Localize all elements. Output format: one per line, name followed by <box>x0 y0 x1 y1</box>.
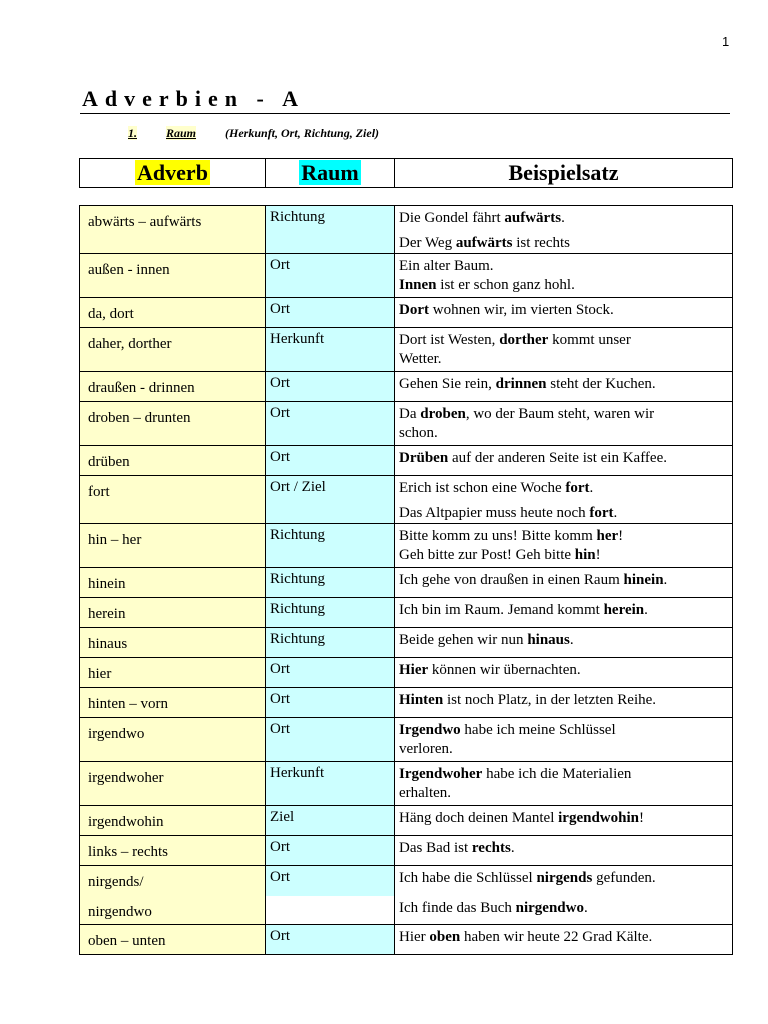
highlighted-adverb: Irgendwoher <box>399 766 483 782</box>
raum-cell: Ort <box>266 836 395 866</box>
section-number: 1. <box>128 126 137 140</box>
sentence-text: Dort ist Westen, <box>399 332 500 348</box>
example-sentence-cell <box>395 658 733 688</box>
example-sentence <box>399 601 732 620</box>
sentence-text: schon. <box>399 425 438 441</box>
sentence-text: Da <box>399 406 421 422</box>
header-beispielsatz: Beispielsatz <box>508 160 619 185</box>
highlighted-adverb: droben <box>420 406 466 422</box>
sentence-text: ! <box>618 528 624 544</box>
raum-cell: Ort <box>266 254 395 298</box>
example-sentence-cell <box>395 476 733 524</box>
highlighted-adverb: Innen <box>399 277 437 293</box>
sentence-text: . <box>644 602 648 618</box>
example-sentence-cell <box>395 372 733 402</box>
sentence-text: Bitte komm zu uns! Bitte komm <box>399 528 597 544</box>
sentence-text: Das Bad ist <box>399 840 472 856</box>
example-sentence <box>399 928 732 947</box>
raum-cell: Richtung <box>266 524 395 568</box>
adverb-cell: irgendwo <box>80 718 266 762</box>
example-sentence-cell <box>395 254 733 298</box>
sentence-text: haben wir heute 22 Grad Kälte. <box>460 929 653 945</box>
highlighted-adverb: fort <box>589 505 614 521</box>
example-sentence <box>399 740 732 759</box>
raum-cell: Ort <box>266 925 395 955</box>
sentence-text: Die Gondel fährt <box>399 210 505 226</box>
sentence-text: verloren. <box>399 741 453 757</box>
table-row <box>80 836 733 866</box>
highlighted-adverb: irgendwohin <box>558 810 639 826</box>
table-row <box>80 372 733 402</box>
example-sentence-cell <box>395 628 733 658</box>
example-sentence <box>399 721 732 740</box>
table-row <box>80 524 733 568</box>
example-sentence <box>399 449 732 468</box>
example-sentence-cell <box>395 688 733 718</box>
adverb-cell: droben – drunten <box>80 402 266 446</box>
table-row <box>80 446 733 476</box>
adverb-cell: drüben <box>80 446 266 476</box>
example-sentence-cell <box>395 925 733 955</box>
example-sentence-cell <box>395 762 733 806</box>
adverb-cell: abwärts – aufwärts <box>80 206 266 254</box>
adverb-cell: hinten – vorn <box>80 688 266 718</box>
raum-cell: Richtung <box>266 568 395 598</box>
example-sentence <box>399 257 732 276</box>
highlighted-adverb: herein <box>603 602 645 618</box>
sentence-text: auf der anderen Seite ist ein Kaffee. <box>448 450 667 466</box>
sentence-text: kommt unser <box>548 332 631 348</box>
highlighted-adverb: nirgendwo <box>515 899 584 916</box>
header-adverb-cell <box>80 159 266 188</box>
example-sentence-cell <box>395 718 733 762</box>
highlighted-adverb: nirgends <box>536 870 593 886</box>
adverb-cell: herein <box>80 598 266 628</box>
example-sentence <box>399 424 732 443</box>
adverb-cell: hinein <box>80 568 266 598</box>
raum-cell: Ort <box>266 298 395 328</box>
highlighted-adverb: aufwärts <box>504 210 562 226</box>
highlighted-adverb: aufwärts <box>455 235 513 251</box>
example-sentence-cell <box>395 524 733 568</box>
example-sentence <box>399 405 732 424</box>
example-sentence-cell <box>395 402 733 446</box>
sentence-text: erhalten. <box>399 785 452 801</box>
example-sentence <box>399 479 732 498</box>
raum-cell: Ort <box>266 402 395 446</box>
adverb-cell: nirgends/ <box>80 866 266 896</box>
sentence-text: Ich bin im Raum. Jemand kommt <box>399 602 604 618</box>
raum-cell: Ort <box>266 688 395 718</box>
example-sentence <box>399 784 732 803</box>
sentence-text: gefunden. <box>592 870 656 886</box>
highlighted-adverb: hinein <box>623 572 664 588</box>
table-row <box>80 598 733 628</box>
example-sentence <box>399 375 732 394</box>
table-row <box>80 896 733 925</box>
example-sentence <box>399 350 732 369</box>
adverb-cell: hier <box>80 658 266 688</box>
example-sentence <box>399 301 732 320</box>
sentence-text: . <box>663 572 668 588</box>
example-sentence-cell <box>395 446 733 476</box>
example-sentence <box>399 765 732 784</box>
raum-cell: Ort / Ziel <box>266 476 395 524</box>
table-row <box>80 206 733 254</box>
highlighted-adverb: Drüben <box>399 450 449 466</box>
sentence-text: Hier <box>399 929 430 945</box>
table-row <box>80 688 733 718</box>
table-row <box>80 866 733 896</box>
header-row <box>80 159 733 188</box>
highlighted-adverb: hin <box>574 547 596 563</box>
highlighted-adverb: oben <box>429 929 461 945</box>
sentence-text: . <box>589 480 594 496</box>
highlighted-adverb: Irgendwo <box>399 722 461 738</box>
example-sentence-cell <box>395 298 733 328</box>
raum-cell: Richtung <box>266 628 395 658</box>
sentence-text: . <box>613 505 618 521</box>
highlighted-adverb: Hier <box>399 662 429 678</box>
raum-cell <box>266 896 395 925</box>
example-sentence-cell <box>395 896 733 925</box>
raum-cell: Ort <box>266 372 395 402</box>
adverb-cell: oben – unten <box>80 925 266 955</box>
header-adverb: Adverb <box>137 160 208 185</box>
sentence-text: . <box>510 840 515 856</box>
sentence-text: . <box>583 899 588 916</box>
example-sentence <box>399 571 732 590</box>
sentence-text: ist noch Platz, in der letzten Reihe. <box>443 692 657 708</box>
example-sentence-cell <box>395 568 733 598</box>
example-sentence <box>399 899 732 918</box>
table-row <box>80 658 733 688</box>
highlighted-adverb: dorther <box>499 332 549 348</box>
sentence-text: Geh bitte zur Post! Geh bitte <box>399 547 575 563</box>
sentence-text: ist er schon ganz hohl. <box>436 277 575 293</box>
raum-cell: Richtung <box>266 206 395 254</box>
highlighted-adverb: fort <box>565 480 590 496</box>
adverb-cell: hin – her <box>80 524 266 568</box>
adverb-cell: nirgendwo <box>80 896 266 925</box>
sentence-text: ! <box>595 547 601 563</box>
highlighted-adverb: drinnen <box>495 376 547 392</box>
example-sentence-cell <box>395 598 733 628</box>
sentence-text: Gehen Sie rein, <box>399 376 496 392</box>
sentence-text: . <box>561 210 565 226</box>
raum-cell: Herkunft <box>266 762 395 806</box>
example-sentence-cell <box>395 806 733 836</box>
raum-cell: Herkunft <box>266 328 395 372</box>
table-row <box>80 628 733 658</box>
table-row <box>80 718 733 762</box>
example-sentence <box>399 546 732 565</box>
table-row <box>80 925 733 955</box>
example-sentence <box>399 839 732 858</box>
highlighted-adverb: Dort <box>399 302 429 318</box>
example-sentence-cell <box>395 866 733 896</box>
sentence-text: ! <box>638 810 644 826</box>
sentence-text: habe ich die Materialien <box>482 766 632 782</box>
table-row <box>80 254 733 298</box>
example-sentence-cell <box>395 836 733 866</box>
adverb-cell: fort <box>80 476 266 524</box>
page-title: Adverbien - A <box>82 86 305 111</box>
example-sentence-cell <box>395 206 733 254</box>
table-row <box>80 568 733 598</box>
adverb-cell: außen - innen <box>80 254 266 298</box>
example-sentence <box>399 209 732 228</box>
highlighted-adverb: her <box>596 528 619 544</box>
adverb-cell: draußen - drinnen <box>80 372 266 402</box>
header-table <box>79 158 733 188</box>
example-sentence <box>399 276 732 295</box>
highlighted-adverb: Hinten <box>399 692 444 708</box>
sentence-text: habe ich meine Schlüssel <box>460 722 616 738</box>
example-sentence <box>399 809 732 828</box>
table-row <box>80 806 733 836</box>
example-sentence <box>399 504 732 523</box>
title-rule <box>80 113 730 114</box>
adverb-table <box>79 205 733 955</box>
raum-cell: Ziel <box>266 806 395 836</box>
example-sentence <box>399 527 732 546</box>
highlighted-adverb: hinaus <box>527 632 570 648</box>
adverb-cell: daher, dorther <box>80 328 266 372</box>
section-detail: (Herkunft, Ort, Richtung, Ziel) <box>225 126 380 140</box>
sentence-text: . <box>569 632 574 648</box>
sentence-text: Häng doch deinen Mantel <box>399 810 559 826</box>
adverb-cell: links – rechts <box>80 836 266 866</box>
header-beispielsatz-cell <box>395 159 733 188</box>
example-sentence <box>399 631 732 650</box>
example-sentence <box>399 691 732 710</box>
table-row <box>80 402 733 446</box>
adverb-cell: hinaus <box>80 628 266 658</box>
highlighted-adverb: rechts <box>471 840 511 856</box>
example-sentence <box>399 331 732 350</box>
example-sentence-cell <box>395 328 733 372</box>
sentence-text: steht der Kuchen. <box>546 376 656 392</box>
table-row <box>80 762 733 806</box>
sentence-text: Ein alter Baum. <box>399 258 494 274</box>
adverb-cell: da, dort <box>80 298 266 328</box>
adverb-cell: irgendwohin <box>80 806 266 836</box>
example-sentence <box>399 661 732 680</box>
section-subtitle <box>128 126 379 141</box>
sentence-text: Ich gehe von draußen in einen Raum <box>399 572 624 588</box>
sentence-text: Erich ist schon eine Woche <box>399 480 566 496</box>
table-row <box>80 476 733 524</box>
raum-cell: Richtung <box>266 598 395 628</box>
sentence-text: Beide gehen wir nun <box>399 632 528 648</box>
sentence-text: Ich finde das Buch <box>399 899 516 916</box>
section-name: Raum <box>166 126 197 140</box>
example-sentence <box>399 869 732 888</box>
sentence-text: , wo der Baum steht, waren wir <box>465 406 655 422</box>
raum-cell: Ort <box>266 446 395 476</box>
sentence-text: Wetter. <box>399 351 442 367</box>
raum-cell: Ort <box>266 718 395 762</box>
example-sentence <box>399 234 732 253</box>
adverb-cell: irgendwoher <box>80 762 266 806</box>
header-raum-cell <box>266 159 395 188</box>
sentence-text: wohnen wir, im vierten Stock. <box>429 302 614 318</box>
sentence-text: Das Altpapier muss heute noch <box>399 505 590 521</box>
sentence-text: Der Weg <box>399 235 456 251</box>
sentence-text: können wir übernachten. <box>428 662 581 678</box>
table-row <box>80 328 733 372</box>
table-row <box>80 298 733 328</box>
header-raum: Raum <box>301 160 359 185</box>
raum-cell: Ort <box>266 866 395 896</box>
sentence-text: Ich habe die Schlüssel <box>399 870 537 886</box>
sentence-text: ist rechts <box>512 235 571 251</box>
raum-cell: Ort <box>266 658 395 688</box>
page-number: 1 <box>722 34 730 49</box>
